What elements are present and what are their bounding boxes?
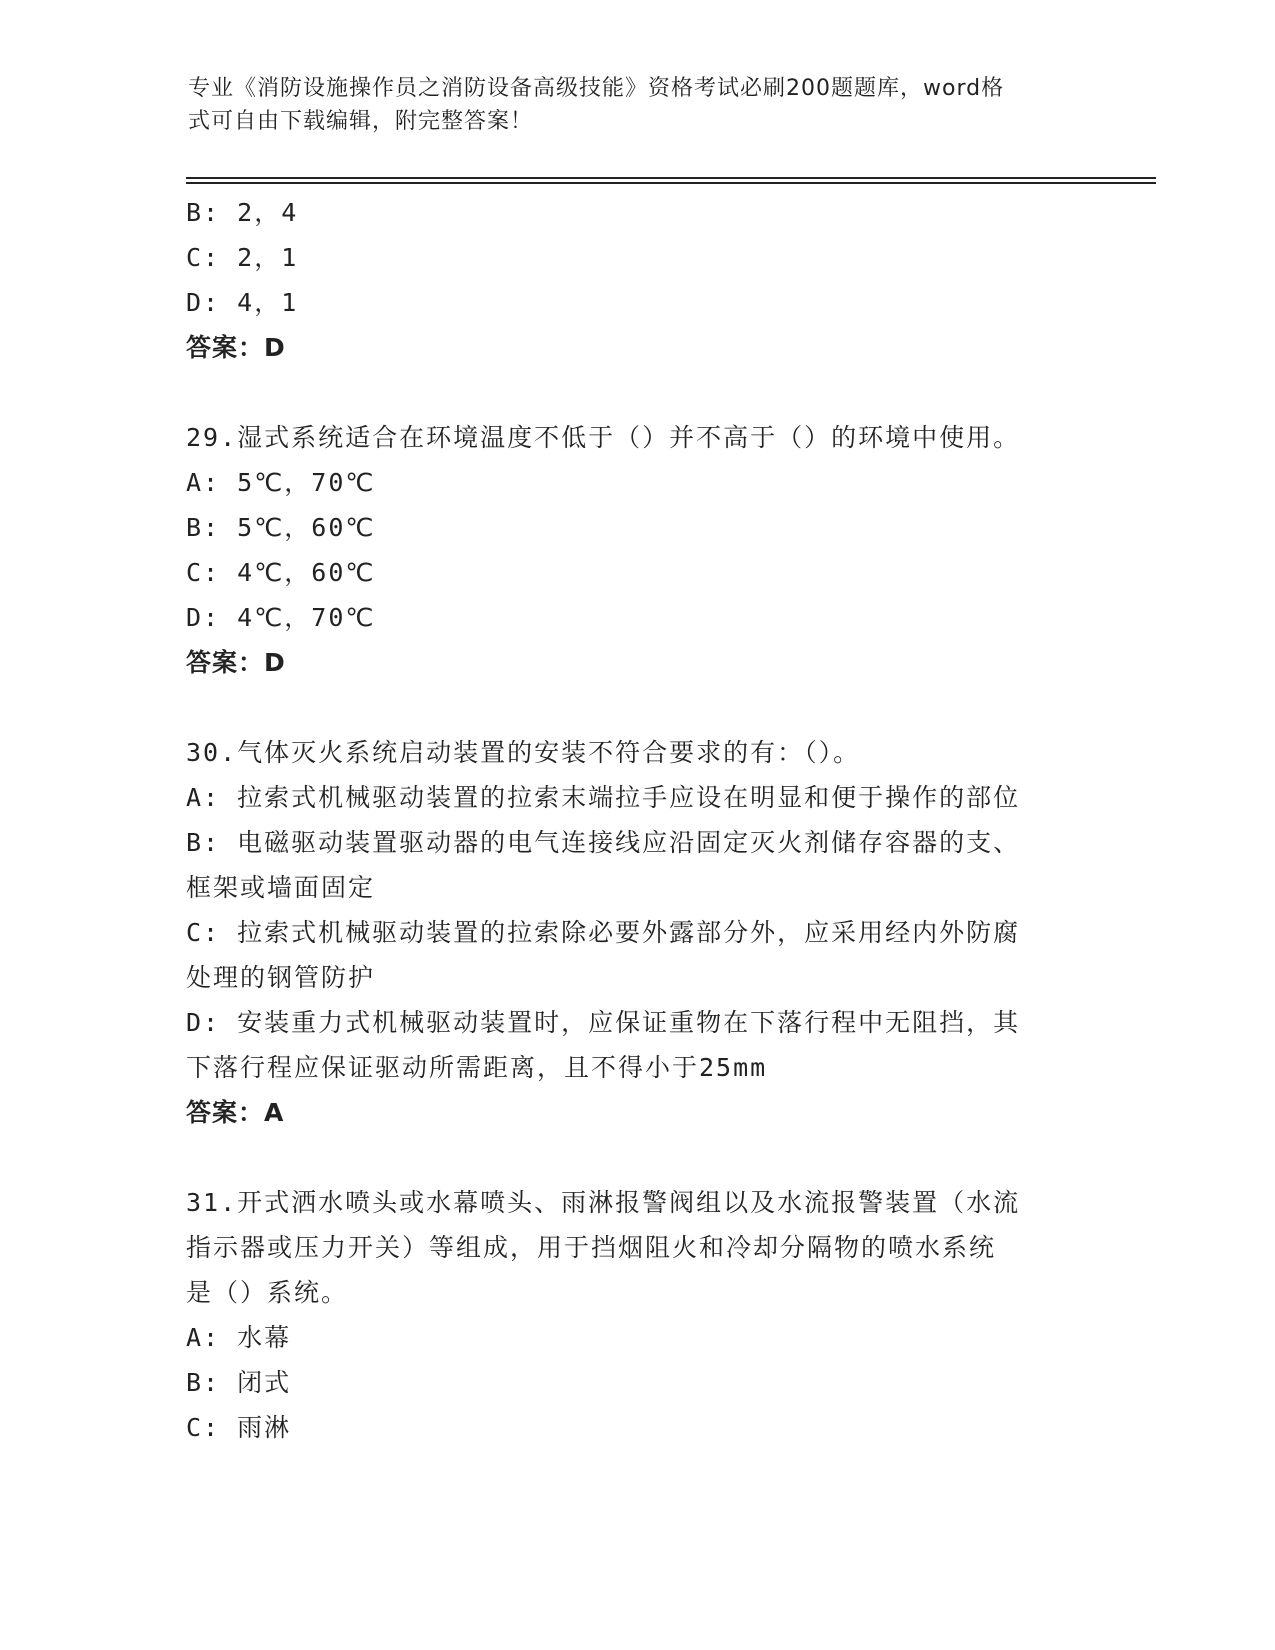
header-rule-bottom: [186, 182, 1156, 184]
option-c-line-1: C: 拉索式机械驱动装置的拉索除必要外露部分外，应采用经内外防腐: [186, 918, 1021, 947]
option-a: A: 5℃，70℃: [186, 468, 376, 497]
option-b: B: 2，4: [186, 198, 299, 227]
option-b-line-1: B: 电磁驱动装置驱动器的电气连接线应沿固定灭火剂储存容器的支、: [186, 828, 1021, 857]
spacer: [186, 370, 1086, 415]
question-29: [186, 415, 1086, 685]
document-header: [188, 72, 1088, 138]
option-b: B: 闭式: [186, 1368, 292, 1397]
option-d-line-1: D: 安装重力式机械驱动装置时，应保证重物在下落行程中无阻挡，其: [186, 1008, 1021, 1037]
option-c: C: 4℃，60℃: [186, 558, 376, 587]
question-28: [186, 190, 1086, 370]
answer: 答案：A: [186, 1098, 285, 1127]
question-text: 30.气体灭火系统启动装置的安装不符合要求的有：（）。: [186, 738, 861, 767]
answer: 答案：D: [186, 648, 286, 677]
question-30: [186, 730, 1086, 1135]
option-c-line-2: 处理的钢管防护: [186, 963, 376, 992]
option-d: D: 4℃，70℃: [186, 603, 376, 632]
option-a: A: 拉索式机械驱动装置的拉索末端拉手应设在明显和便于操作的部位: [186, 783, 1021, 812]
option-a: A: 水幕: [186, 1323, 292, 1352]
spacer: [186, 685, 1086, 730]
option-b: B: 5℃，60℃: [186, 513, 376, 542]
answer: 答案：D: [186, 333, 286, 362]
question-list: [186, 190, 1086, 1450]
header-line-1: 专业《消防设施操作员之消防设备高级技能》资格考试必刷200题题库，word格: [188, 76, 1005, 101]
question-text-line-3: 是（）系统。: [186, 1278, 349, 1307]
option-c: C: 雨淋: [186, 1413, 292, 1442]
question-31: [186, 1180, 1086, 1450]
option-b-line-2: 框架或墙面固定: [186, 873, 376, 902]
question-text-line-2: 指示器或压力开关）等组成，用于挡烟阻火和冷却分隔物的喷水系统: [186, 1233, 997, 1262]
spacer: [186, 1135, 1086, 1180]
question-text: 29.湿式系统适合在环境温度不低于（）并不高于（）的环境中使用。: [186, 423, 1021, 452]
header-line-2: 式可自由下载编辑，附完整答案！: [188, 109, 534, 134]
option-d-line-2: 下落行程应保证驱动所需距离，且不得小于25mm: [186, 1053, 768, 1082]
header-rule-top: [186, 177, 1156, 179]
question-text-line-1: 31.开式洒水喷头或水幕喷头、雨淋报警阀组以及水流报警装置（水流: [186, 1188, 1021, 1217]
option-d: D: 4，1: [186, 288, 299, 317]
option-c: C: 2，1: [186, 243, 299, 272]
